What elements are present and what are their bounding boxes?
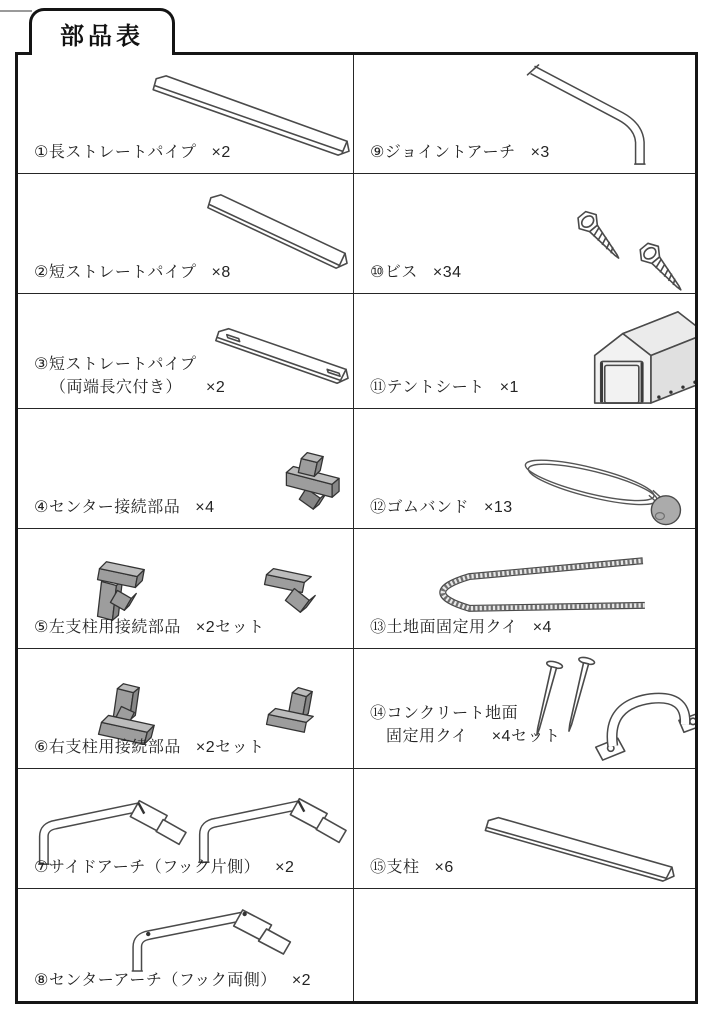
part-label: ④センター接続部品 ×4 xyxy=(34,498,215,516)
parts-cell-12 xyxy=(354,409,695,529)
parts-cell-14 xyxy=(354,649,695,769)
part-qty: ×34 xyxy=(432,263,462,281)
part-label: ⑦サイドアーチ（フック片側） ×2 xyxy=(34,858,295,876)
parts-cell-15 xyxy=(354,769,695,889)
parts-cell-11 xyxy=(354,294,695,409)
part-qty: ×6 xyxy=(434,858,454,876)
parts-cell-2 xyxy=(18,174,354,294)
part-qty: ×2 xyxy=(291,971,312,989)
part-label: ⑤左支柱用接続部品 ×2セット xyxy=(34,618,265,636)
part-qty: ×3 xyxy=(530,143,550,161)
part-label: ⑪テントシート ×1 xyxy=(370,378,519,396)
parts-cell-1 xyxy=(18,55,354,174)
part-qty: ×13 xyxy=(484,498,513,516)
parts-table xyxy=(15,52,698,1004)
part-qty: ×2 xyxy=(275,858,295,876)
part-label: ⑬土地面固定用クイ ×4 xyxy=(370,618,552,636)
parts-cell-8 xyxy=(18,889,354,1001)
parts-cell-13 xyxy=(354,529,695,649)
part-label: ⑮支柱 ×6 xyxy=(370,858,454,876)
parts-list-tab xyxy=(29,8,175,55)
part-qty: ×2 xyxy=(206,378,226,396)
parts-cell-6 xyxy=(18,649,354,769)
part-qty: ×8 xyxy=(211,263,231,281)
part-qty: ×2 xyxy=(211,143,231,161)
page-title: 部品表 xyxy=(60,22,144,50)
part-label: ⑫ゴムバンド ×13 xyxy=(370,498,513,516)
part-label: ③短ストレートパイプ （両端長穴付き） ×2 xyxy=(34,355,226,396)
parts-cell-empty xyxy=(354,889,695,1001)
part-qty: ×4 xyxy=(195,498,215,516)
parts-cell-4 xyxy=(18,409,354,529)
page-border-fragment xyxy=(0,10,32,12)
part-qty: ×4 xyxy=(532,618,552,636)
parts-cell-9 xyxy=(354,55,695,174)
parts-cell-5 xyxy=(18,529,354,649)
part-qty: ×4セット xyxy=(491,727,561,745)
part-label: ⑨ジョイントアーチ ×3 xyxy=(370,143,550,161)
part-label: ⑩ビス ×34 xyxy=(370,263,462,281)
parts-cell-7 xyxy=(18,769,354,889)
part-label: ⑧センターアーチ（フック両側） ×2 xyxy=(34,971,312,989)
part-label: ②短ストレートパイプ ×8 xyxy=(34,263,231,281)
parts-cell-10 xyxy=(354,174,695,294)
part-qty: ×1 xyxy=(499,378,519,396)
part-label: ⑭コンクリート地面 固定用クイ ×4セット xyxy=(370,704,561,745)
part-qty: ×2セット xyxy=(195,618,265,636)
part-label: ⑥右支柱用接続部品 ×2セット xyxy=(34,738,265,756)
part-label: ①長ストレートパイプ ×2 xyxy=(34,143,231,161)
parts-cell-3 xyxy=(18,294,354,409)
part-qty: ×2セット xyxy=(195,738,265,756)
